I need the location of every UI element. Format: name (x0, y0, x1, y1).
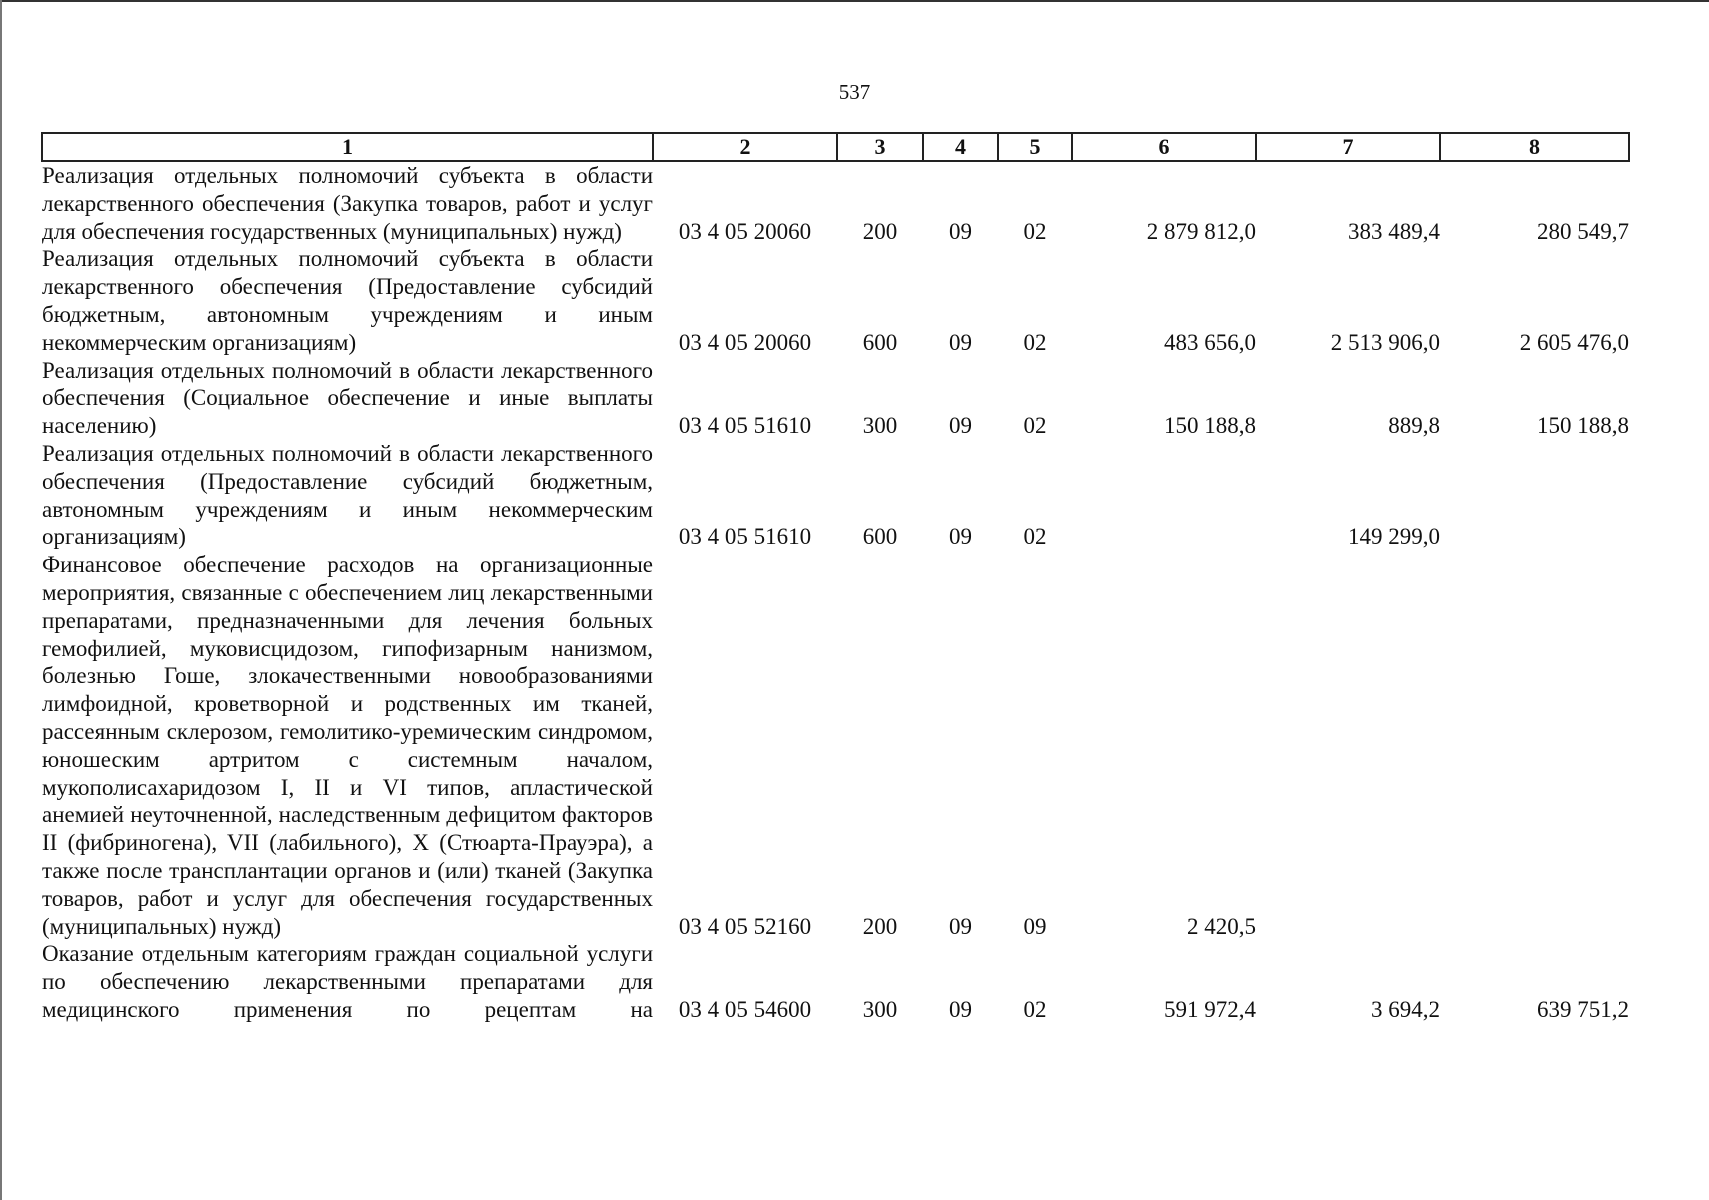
row-expense-type: 200 (862, 913, 898, 939)
row-subsection: 02 (1023, 524, 1047, 550)
scan-edge-top (0, 0, 1709, 2)
row-section: 09 (949, 329, 972, 355)
row-description (42, 940, 653, 1023)
row-subsection: 02 (1023, 329, 1047, 355)
row-amount-col8: 280 549,7 (1537, 218, 1629, 244)
column-header: 2 (653, 133, 837, 161)
row-section: 09 (949, 218, 972, 244)
row-expense-type: 600 (862, 329, 898, 355)
row-amount-col7: 2 513 906,0 (1330, 329, 1440, 355)
row-section: 09 (949, 913, 972, 939)
row-subsection: 02 (1023, 218, 1047, 244)
row-amount-col6: 2 420,5 (1187, 913, 1256, 939)
row-amount-col8: 639 751,2 (1537, 996, 1629, 1022)
row-expense-type: 300 (862, 996, 898, 1022)
row-description: Реализация отдельных полномочий в области лекарственного обеспечения (Социальное обеспечение и иные выплаты населению) (42, 357, 653, 439)
row-subsection: 02 (1023, 413, 1047, 439)
row-target-code: 03 4 05 51610 (678, 524, 812, 550)
row-description: Реализация отдельных полномочий субъекта в области лекарственного обеспечения (Предоставление субсидий бюджетным, автономным учреждениям и иным некоммерческим организациям) (42, 246, 653, 355)
row-amount-col7 (1256, 551, 1440, 940)
row-section: 09 (949, 996, 972, 1022)
row-subsection: 09 (1023, 913, 1047, 939)
row-amount-col6: 591 972,4 (1164, 996, 1256, 1022)
row-amount-col7: 149 299,0 (1348, 524, 1440, 550)
column-header: 8 (1440, 133, 1629, 161)
row-amount-col6: 150 188,8 (1164, 413, 1256, 439)
column-header: 6 (1072, 133, 1256, 161)
row-amount-col8 (1440, 551, 1629, 940)
budget-table (41, 132, 1630, 1024)
page-number: 537 (838, 80, 871, 104)
row-target-code: 03 4 05 51610 (678, 413, 812, 439)
row-description: Реализация отдельных полномочий в области лекарственного обеспечения (Предоставление субсидий бюджетным, автономным учреждениям и иным некоммерческим организациям) (42, 440, 653, 550)
table-row (42, 161, 1629, 245)
row-amount-col8: 2 605 476,0 (1519, 329, 1629, 355)
row-subsection: 02 (1023, 996, 1047, 1022)
row-amount-col7: 889,8 (1388, 413, 1440, 439)
row-expense-type: 300 (862, 413, 898, 439)
row-description: Финансовое обеспечение расходов на организационные мероприятия, связанные с обеспечением лиц лекарственными препаратами, предназначенными для лечения больных гемофилией, муковисцидозом, гипофизарным нанизмом, болезнью Гоше, злокачественными новообразованиями лимфоидной, кроветворной и родственных им тканей, рассеянным склерозом, гемолитико-уремическим синдромом, юношеским артритом с системным началом, мукополисахаридозом I, II и VI типов, апластической анемией неуточненной, наследственным дефицитом факторов II (фибриногена), VII (лабильного), X (Стюарта-Прауэра), а также после трансплантации органов и (или) тканей (Закупка товаров, работ и услуг для обеспечения государственных (муниципальных) нужд) (42, 552, 653, 939)
column-header: 5 (998, 133, 1072, 161)
table-row (42, 440, 1629, 551)
row-amount-col6: 2 879 812,0 (1146, 218, 1256, 244)
row-target-code: 03 4 05 20060 (678, 218, 812, 244)
row-amount-col7: 3 694,2 (1371, 996, 1440, 1022)
row-amount-col8: 150 188,8 (1537, 413, 1629, 439)
row-amount-col6 (1072, 440, 1256, 551)
table-row (42, 245, 1629, 356)
column-header: 7 (1256, 133, 1440, 161)
row-amount-col6: 483 656,0 (1164, 329, 1256, 355)
row-target-code: 03 4 05 54600 (678, 996, 812, 1022)
row-section: 09 (949, 413, 972, 439)
header-row (42, 133, 1629, 161)
table-row (42, 357, 1629, 440)
row-section: 09 (949, 524, 972, 550)
row-expense-type: 200 (862, 218, 898, 244)
table-row (42, 551, 1629, 940)
row-expense-type: 600 (862, 524, 898, 550)
row-description: Реализация отдельных полномочий субъекта в области лекарственного обеспечения (Закупка товаров, работ и услуг для обеспечения государственных (муниципальных) нужд) (42, 163, 653, 244)
row-amount-col7: 383 489,4 (1348, 218, 1440, 244)
column-header: 1 (42, 133, 653, 161)
column-header: 3 (837, 133, 923, 161)
column-header: 4 (923, 133, 998, 161)
row-amount-col8 (1440, 440, 1629, 551)
scan-edge-left (0, 0, 2, 1200)
row-target-code: 03 4 05 52160 (678, 913, 812, 939)
row-target-code: 03 4 05 20060 (678, 329, 812, 355)
table-row (42, 940, 1629, 1023)
row-description-text: Оказание отдельным категориям граждан социальной услуги по обеспечению лекарственными препаратами для медицинского применения по рецептам на (42, 941, 653, 1022)
